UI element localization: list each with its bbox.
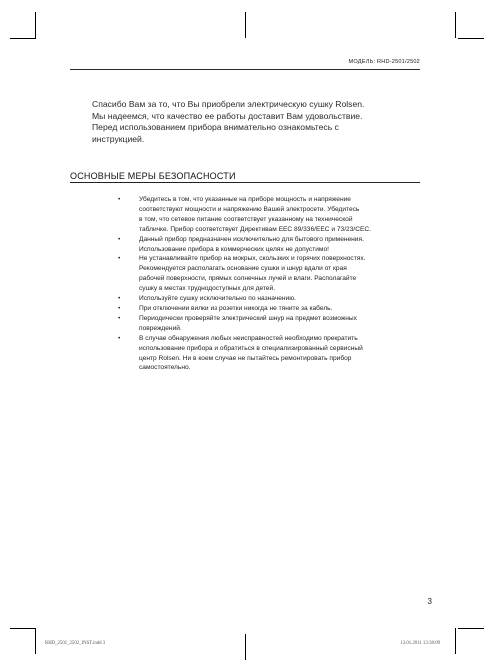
bullet-dot: • <box>118 295 121 303</box>
safety-list-item <box>118 314 423 334</box>
intro-line: Мы надеемся, что качество ее работы доставит Вам удовольствие. <box>92 110 363 121</box>
section-rule <box>70 182 420 183</box>
safety-list-line: самостоятельно. <box>139 364 191 372</box>
safety-list-item <box>118 294 423 304</box>
crop-mark-bottom-left-h <box>10 628 36 629</box>
slug-file-info: RHD_2501_2502_INST.indd 3 <box>45 641 106 646</box>
safety-list-line: Периодически проверяйте электрический шнур на предмет возможных <box>139 314 357 322</box>
intro-line: Перед использованием прибора внимательно ознакомьтесь с <box>92 122 339 133</box>
safety-list-line: Данный прибор предназначен исключительно для бытового применения. <box>139 235 364 243</box>
crop-mark-top-right-h <box>458 38 484 39</box>
safety-list-line: сушку в местах труднодоступных для детей. <box>139 285 276 293</box>
slug-date-info: 13.01.2011 13:38:09 <box>400 641 440 646</box>
crop-mark-top-right-v <box>455 12 456 38</box>
safety-list-line: Рекомендуется располагать основание сушки и шнур вдали от края <box>139 265 347 273</box>
crop-mark-bottom-left-v <box>35 628 36 654</box>
crop-mark-bottom-center-v <box>245 634 246 660</box>
safety-list-line: соответствуют мощности и напряжению Вашей электросети. Убедитесь <box>139 205 360 213</box>
safety-list-line: При отключении вилки из розетки никогда не тяните за кабель. <box>139 304 333 312</box>
intro-line: Спасибо Вам за то, что Вы приобрели электрическую сушку Rolsen. <box>92 99 365 109</box>
bullet-dot: • <box>118 235 121 243</box>
crop-mark-bottom-right-h <box>458 628 484 629</box>
bullet-dot: • <box>118 314 121 322</box>
intro-paragraph <box>92 99 432 145</box>
crop-mark-top-left-v <box>35 12 36 38</box>
intro-line: инструкцией. <box>92 133 145 144</box>
safety-list-item <box>118 254 423 294</box>
bullet-dot: • <box>118 196 121 203</box>
safety-list-line: использование прибора и обратиться в специализированный сервисный <box>139 344 363 352</box>
crop-mark-top-left-h <box>10 38 36 39</box>
safety-list-item <box>118 195 423 235</box>
safety-list-item <box>118 304 423 314</box>
safety-list-line: в том, что сетевое питание соответствует указанному на технической <box>139 215 353 223</box>
safety-list-line: В случае обнаружения любых неисправностей необходимо прекратить <box>139 334 358 342</box>
model-label: МОДЕЛЬ: RHD-2501/2502 <box>348 59 420 65</box>
safety-list-line: центр Rolsen. Ни в коем случае не пытайтесь ремонтировать прибор <box>139 354 352 362</box>
safety-list-line: табличке. Прибор соответствует Директивам ЕЕС 89/336/ЕЕС и 73/23/CEC. <box>139 225 371 233</box>
crop-mark-bottom-right-v <box>455 628 456 654</box>
safety-list-item <box>118 235 423 255</box>
header-rule <box>70 69 420 70</box>
safety-list-line: Не устанавливайте прибор на мокрых, скользких и горячих поверхностях. <box>139 255 366 263</box>
bullet-dot: • <box>118 304 121 312</box>
page-number: 3 <box>427 597 432 606</box>
section-title: ОСНОВНЫЕ МЕРЫ БЕЗОПАСНОСТИ <box>70 171 236 181</box>
safety-list-item <box>118 334 423 374</box>
bullet-dot: • <box>118 334 121 342</box>
bullet-dot: • <box>118 255 121 263</box>
safety-list-line: Используйте сушку исключительно по назначению. <box>139 295 296 303</box>
crop-mark-top-center-v <box>245 12 246 38</box>
safety-list-line: рабочей поверхности, прямых солнечных лучей и влаги. Располагайте <box>139 275 357 283</box>
safety-list-line: повреждений. <box>139 324 182 332</box>
safety-list-line: Убедитесь в том, что указанные на приборе мощность и напряжение <box>139 196 351 203</box>
safety-list-line: Использование прибора в коммерческих целях не допустимо! <box>139 245 329 253</box>
safety-list <box>118 195 423 373</box>
